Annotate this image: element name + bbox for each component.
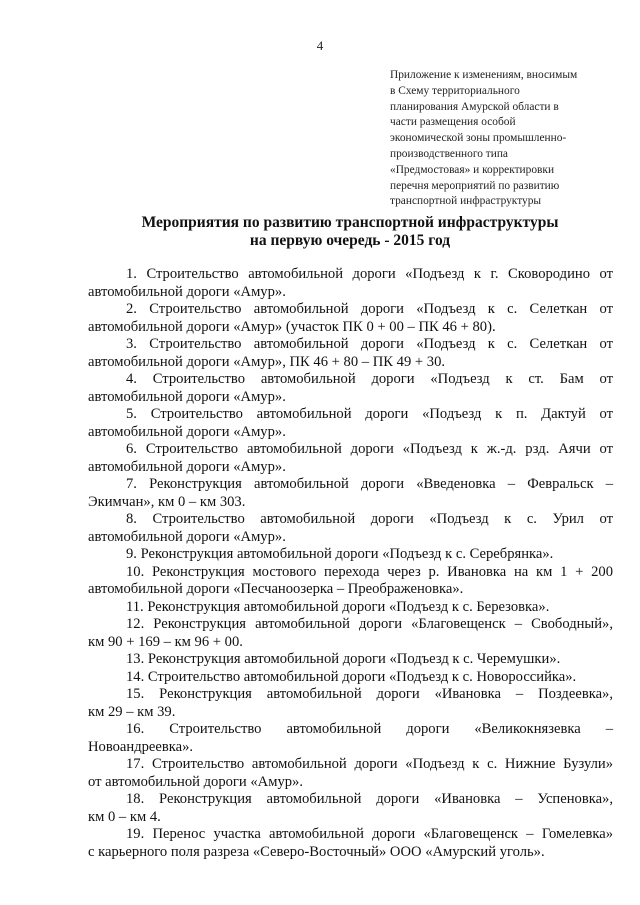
list-item-text: 18. Реконструкция автомобильной дороги «Ивановка – Успеновка»,	[126, 791, 613, 807]
appendix-line: части размещения особой	[390, 116, 516, 129]
list-item-continuation: км 29 – км 39.	[88, 703, 176, 720]
list-item	[88, 266, 613, 301]
list-item-text: 1. Строительство автомобильной дороги «Подъезд к г. Сковородино от	[126, 266, 613, 282]
list-item-continuation: автомобильной дороги «Амур».	[88, 283, 286, 300]
list-item-text: 13. Реконструкция автомобильной дороги «Подъезд к с. Черемушки».	[126, 651, 561, 667]
list-item	[88, 546, 613, 564]
list-item-text: 7. Реконструкция автомобильной дороги «Введеновка – Февральск –	[126, 476, 613, 492]
list-item-text: 3. Строительство автомобильной дороги «Подъезд к с. Селеткан от	[126, 336, 613, 352]
measures-list	[88, 266, 613, 861]
appendix-line: производственного типа	[390, 147, 508, 160]
list-item-text: 8. Строительство автомобильной дороги «Подъезд к с. Урил от	[126, 511, 613, 527]
title-line-2: на первую очередь - 2015 год	[249, 232, 451, 249]
list-item-continuation: км 90 + 169 – км 96 + 00.	[88, 633, 243, 650]
list-item	[88, 651, 613, 669]
list-item-continuation: автомобильной дороги «Амур».	[88, 458, 286, 475]
appendix-line: перечня мероприятий по развитию	[390, 179, 560, 192]
list-item	[88, 721, 613, 756]
list-item-continuation: автомобильной дороги «Песчаноозерка – Преображеновка».	[88, 581, 464, 597]
list-item-continuation: от автомобильной дороги «Амур».	[88, 773, 303, 790]
list-item-text: 11. Реконструкция автомобильной дороги «Подъезд к с. Березовка».	[126, 598, 550, 615]
title-line-1: Мероприятия по развитию транспортной инфраструктуры	[141, 214, 559, 231]
list-item	[88, 756, 613, 791]
list-item	[88, 686, 613, 721]
list-item	[88, 826, 613, 861]
list-item-text: 9. Реконструкция автомобильной дороги «Подъезд к с. Серебрянка».	[126, 546, 554, 562]
list-item	[88, 476, 613, 511]
appendix-note	[390, 68, 625, 210]
list-item	[88, 406, 613, 441]
appendix-line: транспортной инфраструктуры	[390, 195, 542, 208]
list-item-text: 12. Реконструкция автомобильной дороги «Благовещенск – Свободный»,	[126, 616, 613, 632]
list-item-continuation: автомобильной дороги «Амур».	[88, 388, 286, 405]
list-item	[88, 301, 613, 336]
appendix-line: Приложение к изменениям, вносимым	[390, 69, 578, 81]
list-item-text: 14. Строительство автомобильной дороги «Подъезд к с. Новороссийка».	[126, 668, 577, 685]
list-item-continuation: км 0 – км 4.	[88, 808, 161, 825]
list-item	[88, 669, 613, 687]
list-item-text: 15. Реконструкция автомобильной дороги «Ивановка – Поздеевка»,	[126, 686, 613, 702]
list-item-text: 4. Строительство автомобильной дороги «Подъезд к ст. Бам от	[126, 371, 613, 387]
list-item	[88, 511, 613, 546]
list-item-continuation: автомобильной дороги «Амур» (участок ПК 0 + 00 – ПК 46 + 80).	[88, 318, 496, 335]
list-item-text: 2. Строительство автомобильной дороги «Подъезд к с. Селеткан от	[126, 301, 613, 317]
appendix-line: экономической зоны промышленно-	[390, 132, 567, 145]
list-item	[88, 371, 613, 406]
list-item-continuation: автомобильной дороги «Амур», ПК 46 + 80 – ПК 49 + 30.	[88, 353, 446, 370]
list-item-continuation: автомобильной дороги «Амур».	[88, 528, 286, 545]
list-item-continuation: с карьерного поля разреза «Северо-Восточный» ООО «Амурский уголь».	[88, 843, 545, 860]
list-item	[88, 616, 613, 651]
list-item-text: 17. Строительство автомобильной дороги «Подъезд к с. Нижние Бузули»	[126, 756, 613, 772]
list-item-continuation: Новоандреевка».	[88, 738, 194, 755]
appendix-line: планирования Амурской области в	[390, 100, 559, 113]
list-item-text: 5. Строительство автомобильной дороги «Подъезд к п. Дактуй от	[126, 406, 613, 422]
list-item-text: 6. Строительство автомобильной дороги «Подъезд к ж.-д. рзд. Аячи от	[126, 441, 613, 457]
list-item	[88, 599, 613, 617]
page-number: 4	[316, 38, 324, 53]
document-title	[80, 214, 620, 250]
list-item	[88, 441, 613, 476]
list-item	[88, 336, 613, 371]
list-item	[88, 564, 613, 599]
list-item-text: 10. Реконструкция мостового перехода через р. Ивановка на км 1 + 200	[126, 563, 613, 580]
appendix-line: «Предмостовая» и корректировки	[390, 163, 555, 176]
list-item-text: 16. Строительство автомобильной дороги «Великокнязевка –	[126, 721, 613, 737]
list-item-text: 19. Перенос участка автомобильной дороги «Благовещенск – Гомелевка»	[126, 826, 613, 842]
list-item-continuation: автомобильной дороги «Амур».	[88, 423, 286, 440]
list-item	[88, 791, 613, 826]
appendix-line: в Схему территориального	[390, 84, 520, 97]
list-item-continuation: Экимчан», км 0 – км 303.	[88, 493, 246, 510]
